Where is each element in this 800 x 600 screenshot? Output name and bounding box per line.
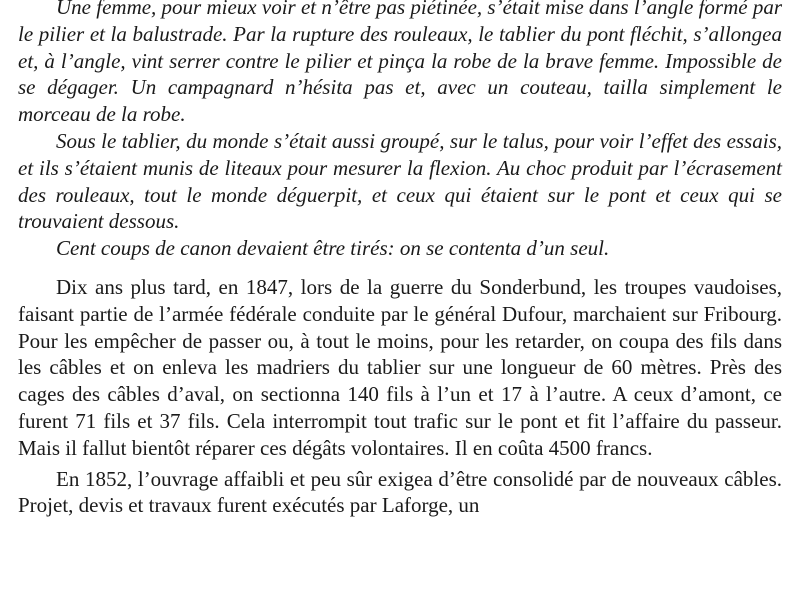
paragraph-spacer: [18, 262, 782, 274]
paragraph-trapped-woman: Une femme, pour mieux voir et n’être pas piétinée, s’était mise dans l’angle formé par le pilier et la balustrade. Par la rupture des rouleaux, le tablier du pont fléchit, s’allongea et, à l’angle, vint serrer contre le pilier et pinça la robe de la brave femme. Impossible de se dégager. Un campagnard n’hésita pas et, avec un couteau, tailla simplement le morceau de la robe.: [18, 0, 782, 127]
text-body: [18, 0, 782, 519]
page-bottom-edge: [0, 588, 800, 600]
paragraph-new-cables-1852: En 1852, l’ouvrage affaibli et peu sûr exigea d’être consolidé par de nouveaux câbles. Projet, devis et travaux furent exécutés par Laforge, un: [18, 466, 782, 518]
paragraph-crowd-under-deck: Sous le tablier, du monde s’était aussi groupé, sur le talus, pour voir l’effet des essais, et ils s’étaient munis de liteaux pour mesurer la flexion. Au choc produit par l’écrasement des rouleaux, tout le monde déguerpit, et ceux qui étaient sur le pont et ceux qui se trouvaient dessous.: [18, 128, 782, 234]
paragraph-sonderbund-war: Dix ans plus tard, en 1847, lors de la guerre du Sonderbund, les troupes vaudoises, faisant partie de l’armée fédérale conduite par le général Dufour, marchaient sur Fribourg. Pour les empêcher de passer ou, à tout le moins, pour les retarder, on coupa des fils dans les câbles et on enleva les madriers du tablier sur une longueur de 60 mètres. Près des cages des câbles d’aval, on sectionna 140 fils à l’un et 17 à l’autre. A ceux d’amont, ce furent 71 fils et 37 fils. Cela interrompit tout trafic sur le pont et fit l’affaire du passeur. Mais il fallut bientôt réparer ces dégâts volontaires. Il en coûta 4500 francs.: [18, 274, 782, 460]
paragraph-cannon-shots: Cent coups de canon devaient être tirés: on se contenta d’un seul.: [56, 236, 610, 261]
